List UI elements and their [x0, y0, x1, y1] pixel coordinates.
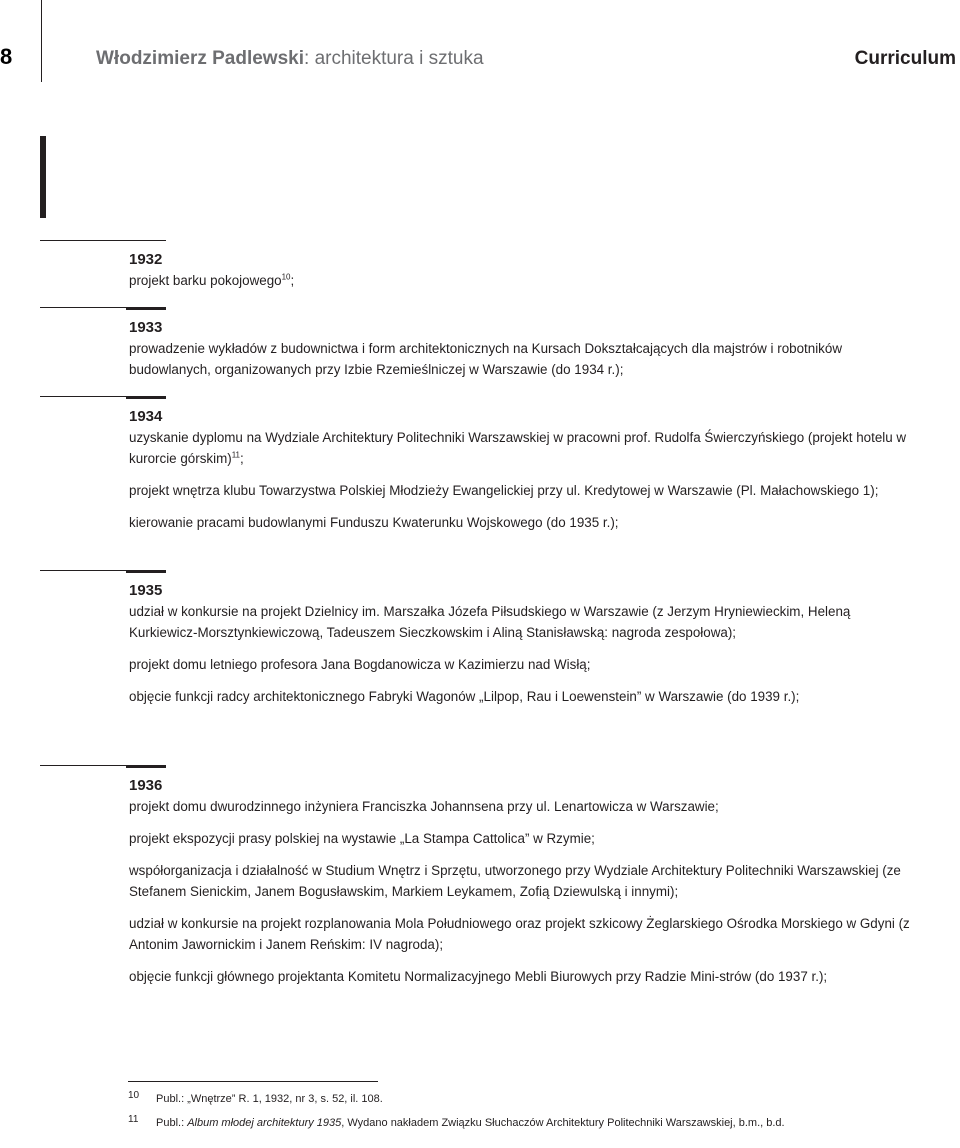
entry: kierowanie pracami budowlanymi Funduszu Kwaterunku Wojskowego (do 1935 r.);	[129, 515, 619, 530]
footnote-number: 11	[128, 1114, 139, 1125]
author-name: Włodzimierz Padlewski	[96, 48, 304, 69]
year-section-1933	[40, 307, 920, 380]
year-section-1932	[40, 240, 920, 291]
entry: prowadzenie wykładów z budownictwa i form architektonicznych na Kursach Dokształcających dla majstrów i robotników budowlanych, organizowanych przy Izbie Rzemieślniczej w Warszawie (do 1934 r.);	[129, 341, 842, 377]
entry: objęcie funkcji głównego projektanta Komitetu Normalizacyjnego Mebli Biurowych przy Radzie Mini-strów (do 1937 r.);	[129, 969, 828, 984]
footnote-number: 10	[128, 1090, 140, 1101]
year-section-1935	[40, 570, 920, 707]
year-heading: 1933	[129, 319, 163, 336]
section-rule	[40, 307, 920, 309]
year-heading: 1932	[129, 251, 163, 268]
section-rule	[40, 765, 920, 767]
year-section-1936	[40, 765, 920, 987]
book-title: architektura i sztuka	[314, 48, 484, 69]
entry: projekt wnętrza klubu Towarzystwa Polskiej Młodzieży Ewangelickiej przy ul. Kredytowej w Warszawie (Pl. Małachowskiego 1);	[129, 483, 879, 498]
footnote-text: Publ.: „Wnętrze” R. 1, 1932, nr 3, s. 52, il. 108.	[156, 1093, 383, 1105]
year-heading: 1936	[129, 777, 163, 794]
section-rule	[40, 396, 920, 398]
margin-line	[41, 0, 42, 82]
section-rule	[40, 570, 920, 572]
footnote-text: Publ.: Album młodej architektury 1935, Wydano nakładem Związku Słuchaczów Architektury Politechniki Warszawskiej, b.m., b.d.	[156, 1117, 785, 1129]
year-heading: 1935	[129, 582, 163, 599]
entry: udział w konkursie na projekt rozplanowania Mola Południowego oraz projekt szkicowy Żeglarskiego Ośrodka Morskiego w Gdyni (z Antonim Jawornickim i Janem Reńskim: IV nagroda);	[129, 916, 910, 952]
year-heading: 1934	[129, 408, 163, 425]
margin-bar	[40, 136, 46, 218]
entry: projekt domu dwurodzinnego inżyniera Franciszka Johannsena przy ul. Lenartowicza w Warszawie;	[129, 799, 719, 814]
entry: współorganizacja i działalność w Studium Wnętrz i Sprzętu, utworzonego przy Wydziale Architektury Politechniki Warszawskiej (ze Stefanem Sienickim, Janem Bogusławskim, Markiem Leykamem, Zofią Dziewulską i innymi);	[129, 863, 901, 899]
header-separator: :	[304, 48, 315, 69]
running-header	[96, 48, 484, 70]
footnote-rule	[128, 1081, 378, 1082]
entry: objęcie funkcji radcy architektonicznego Fabryki Wagonów „Lilpop, Rau i Loewenstein” w Warszawie (do 1939 r.);	[129, 689, 800, 704]
entry: projekt barku pokojowego$^{10}$;	[129, 272, 295, 288]
footnote	[128, 1092, 828, 1107]
section-title: Curriculum	[854, 48, 956, 69]
year-section-1934	[40, 396, 920, 533]
entry: uzyskanie dyplomu na Wydziale Architektury Politechniki Warszawskiej w pracowni prof. Rudolfa Świerczyńskiego (projekt hotelu w kurorcie górskim)$^{11}$;	[129, 430, 907, 466]
page-number: 8	[0, 44, 13, 69]
entry: projekt domu letniego profesora Jana Bogdanowicza w Kazimierzu nad Wisłą;	[129, 657, 591, 672]
entry: projekt ekspozycji prasy polskiej na wystawie „La Stampa Cattolica” w Rzymie;	[129, 831, 595, 846]
entry: udział w konkursie na projekt Dzielnicy im. Marszałka Józefa Piłsudskiego w Warszawie (z Jerzym Hryniewieckim, Heleną Kurkiewicz-Morsztynkiewiczową, Tadeuszem Sieczkowskim i Aliną Stanisławską: nagroda zespołowa);	[129, 604, 851, 640]
footnote	[128, 1116, 828, 1131]
